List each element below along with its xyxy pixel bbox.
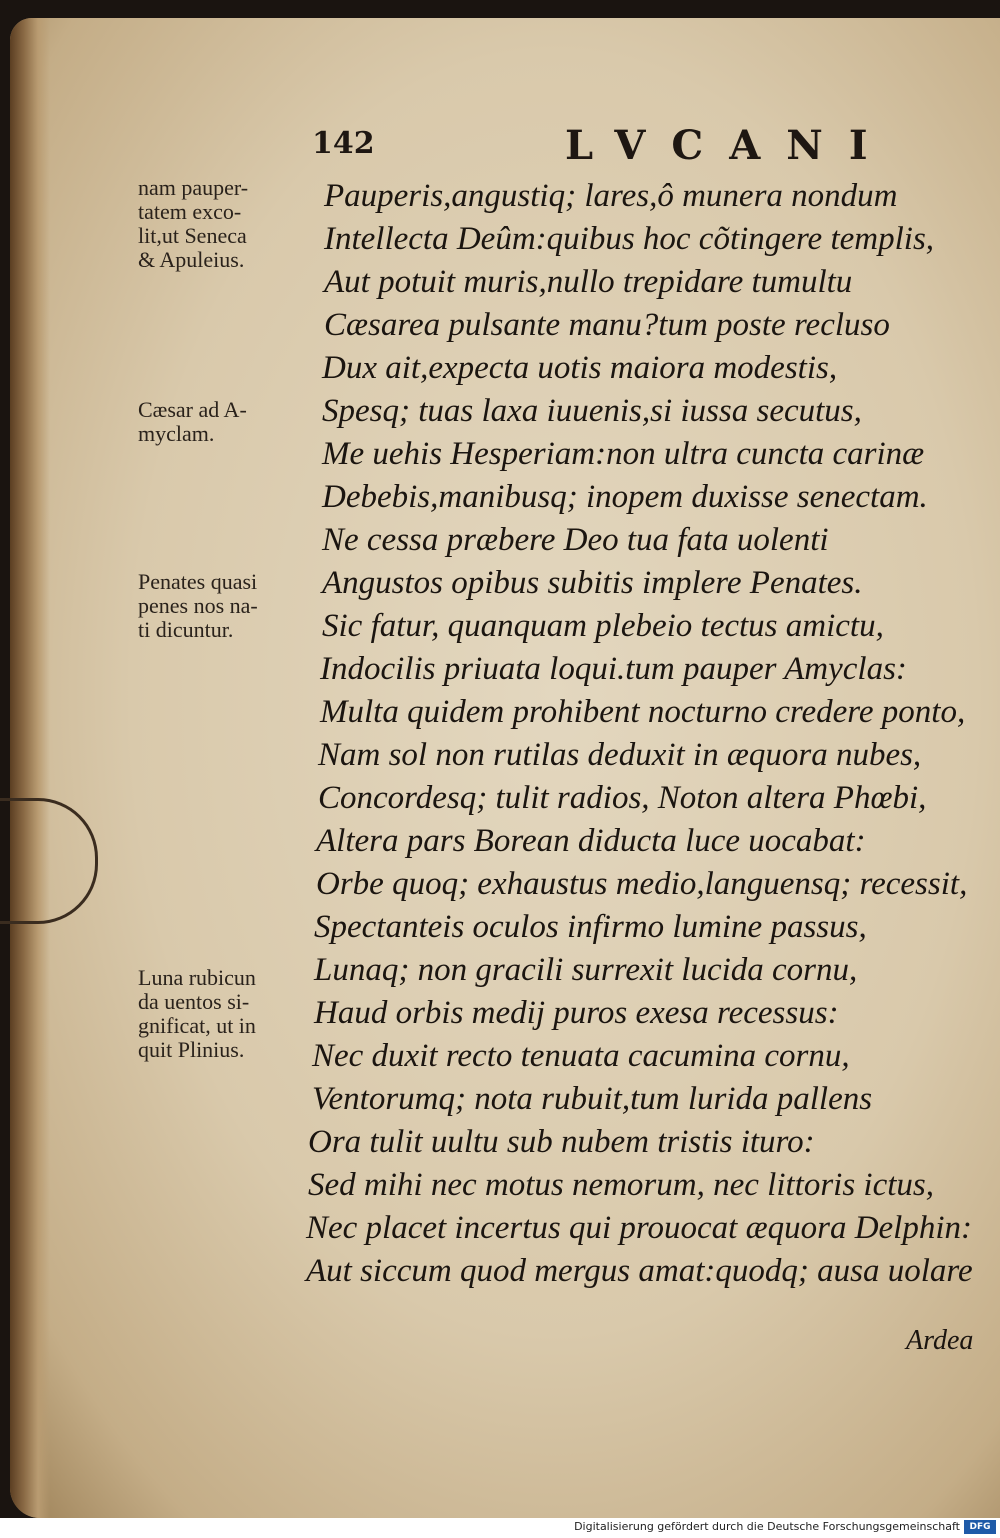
verse-line: Nec placet incertus qui prouocat æquora Delphin:	[306, 1210, 973, 1246]
verse-line: Pauperis,angustiq; lares,ô munera nondum	[324, 178, 898, 214]
marginal-line: nam pauper-	[138, 175, 249, 200]
marginal-line: Luna rubicun	[138, 965, 256, 990]
verse-line: Ora tulit uultu sub nubem tristis ituro:	[308, 1124, 815, 1160]
verse-line: Me uehis Hesperiam:non ultra cuncta carinæ	[322, 436, 925, 472]
verse-line: Debebis,manibusq; inopem duxisse senectam.	[322, 479, 928, 515]
verse-line: Dux ait,expecta uotis maiora modestis,	[322, 350, 838, 386]
verse-line: Aut siccum quod mergus amat:quodq; ausa uolare	[306, 1253, 973, 1289]
marginal-line: ti dicuntur.	[138, 617, 234, 642]
marginal-line: penes nos na-	[138, 593, 258, 618]
verse-line: Sed mihi nec motus nemorum, nec littoris ictus,	[308, 1167, 935, 1203]
verse-line: Lunaq; non gracili surrexit lucida cornu,	[314, 952, 858, 988]
verse-line: Nam sol non rutilas deduxit in æquora nubes,	[318, 737, 922, 773]
marginal-line: Penates quasi	[138, 569, 258, 594]
verse-line: Spesq; tuas laxa iuuenis,si iussa secutus,	[322, 393, 862, 429]
verse-line: Ne cessa præbere Deo tua fata uolenti	[322, 522, 829, 558]
verse-line: Altera pars Borean diducta luce uocabat:	[316, 823, 866, 859]
footer-bar	[0, 1518, 1000, 1538]
verse-line: Cæsarea pulsante manu?tum poste recluso	[324, 307, 890, 343]
verse-line: Intellecta Deûm:quibus hoc cõtingere templis,	[324, 221, 935, 257]
marginal-line: gnificat, ut in	[138, 1013, 256, 1038]
verse-line: Nec duxit recto tenuata cacumina cornu,	[312, 1038, 850, 1074]
marginal-line: Cæsar ad A-	[138, 397, 247, 422]
verse-line: Concordesq; tulit radios, Noton altera Phœbi,	[318, 780, 927, 816]
verse-line: Aut potuit muris,nullo trepidare tumultu	[324, 264, 853, 300]
marginal-line: lit,ut Seneca	[138, 223, 247, 248]
verse-line: Indocilis priuata loqui.tum pauper Amyclas:	[320, 651, 907, 687]
marginal-line: tatem exco-	[138, 199, 242, 224]
running-title: LVCANI	[565, 122, 894, 169]
marginal-line: da uentos si-	[138, 989, 250, 1014]
verse-line: Ventorumq; nota rubuit,tum lurida pallens	[312, 1081, 873, 1117]
verse-line: Sic fatur, quanquam plebeio tectus amictu,	[322, 608, 884, 644]
verse-line: Multa quidem prohibent nocturno credere ponto,	[320, 694, 966, 730]
catchword: Ardea	[906, 1325, 974, 1356]
verse-line: Spectanteis oculos infirmo lumine passus,	[314, 909, 867, 945]
marginal-line: quit Plinius.	[138, 1037, 245, 1062]
verse-line: Orbe quoq; exhaustus medio,languensq; recessit,	[316, 866, 968, 902]
dfg-logo-icon: DFG	[964, 1520, 996, 1534]
page-number: 142	[312, 126, 375, 161]
marginal-line: & Apuleius.	[138, 247, 245, 272]
verse-line: Angustos opibus subitis implere Penates.	[322, 565, 863, 601]
marginal-line: myclam.	[138, 421, 215, 446]
funding-credit: Digitalisierung gefördert durch die Deutsche Forschungsgemeinschaft	[574, 1520, 960, 1533]
verse-line: Haud orbis medij puros exesa recessus:	[314, 995, 839, 1031]
